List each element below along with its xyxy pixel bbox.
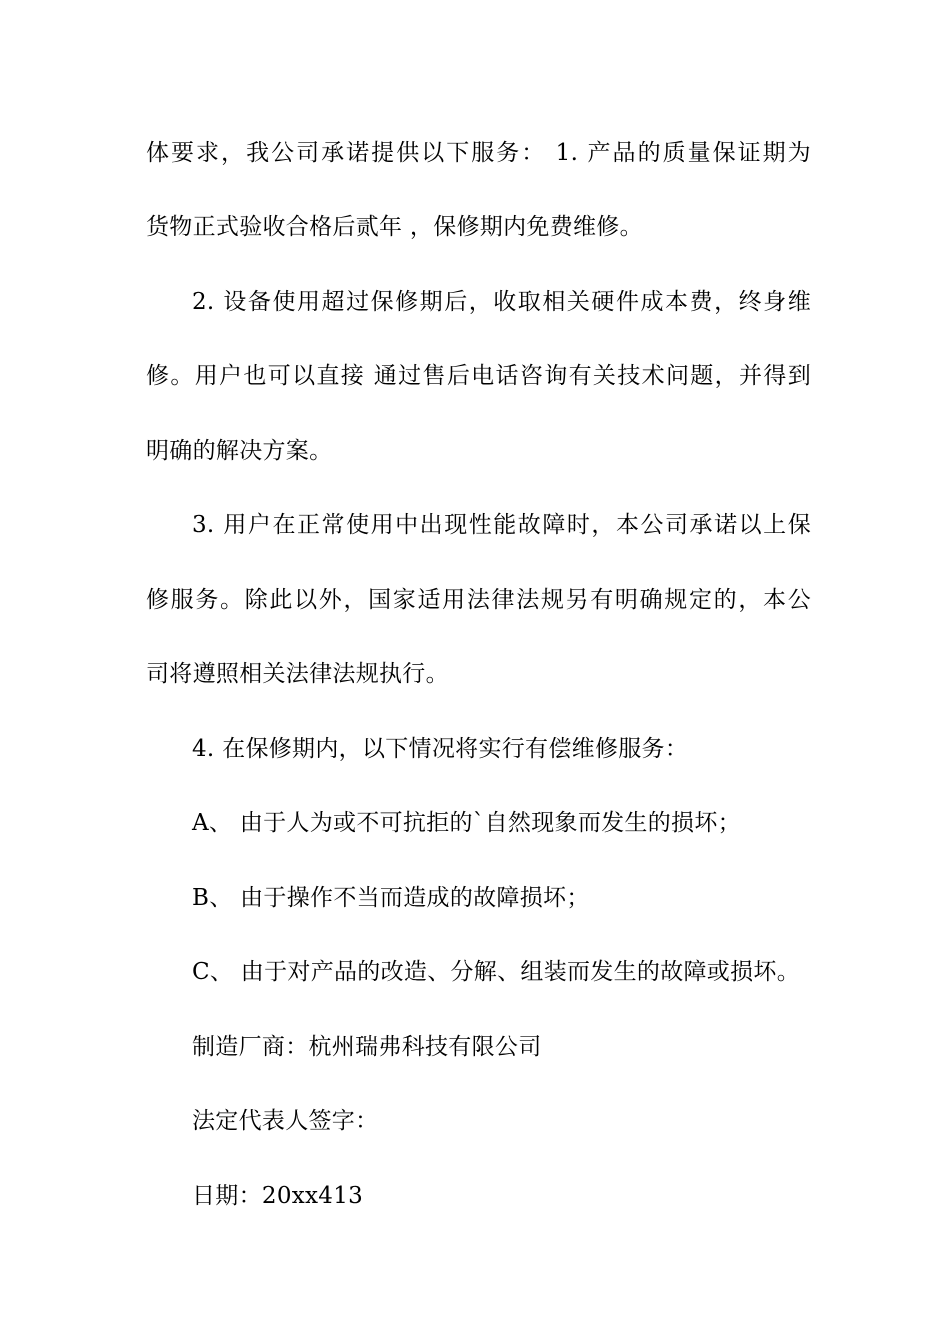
paragraph-line-2: 货物正式验收合格后贰年 ，保修期内免费维修。 <box>146 214 643 240</box>
paragraph-line-7: 修服务。除此以外，国家适用法律法规另有明确规定的，本公 <box>146 587 811 613</box>
list-item-a: A、 由于人为或不可抗拒的`自然现象而发生的损坏； <box>192 810 741 836</box>
manufacturer-line: 制造厂商：杭州瑞弗科技有限公司 <box>192 1034 542 1060</box>
signature-line: 法定代表人签字： <box>192 1108 379 1134</box>
paragraph-line-9: 4. 在保修期内，以下情况将实行有偿维修服务： <box>192 736 689 762</box>
paragraph-line-4: 修。用户也可以直接 通过售后电话咨询有关技术问题，并得到 <box>146 363 811 389</box>
paragraph-line-1: 体要求，我公司承诺提供以下服务： 1. 产品的质量保证期为 <box>146 140 811 166</box>
list-item-c: C、 由于对产品的改造、分解、组装而发生的故障或损坏。 <box>192 959 801 985</box>
list-item-b: B、 由于操作不当而造成的故障损坏； <box>192 885 590 911</box>
paragraph-line-3: 2. 设备使用超过保修期后，收取相关硬件成本费，终身维 <box>192 289 811 315</box>
paragraph-line-5: 明确的解决方案。 <box>146 438 333 464</box>
date-line: 日期：20xx413 <box>192 1183 364 1209</box>
paragraph-line-6: 3. 用户在正常使用中出现性能故障时，本公司承诺以上保 <box>192 512 811 538</box>
paragraph-line-8: 司将遵照相关法律法规执行。 <box>146 661 449 687</box>
